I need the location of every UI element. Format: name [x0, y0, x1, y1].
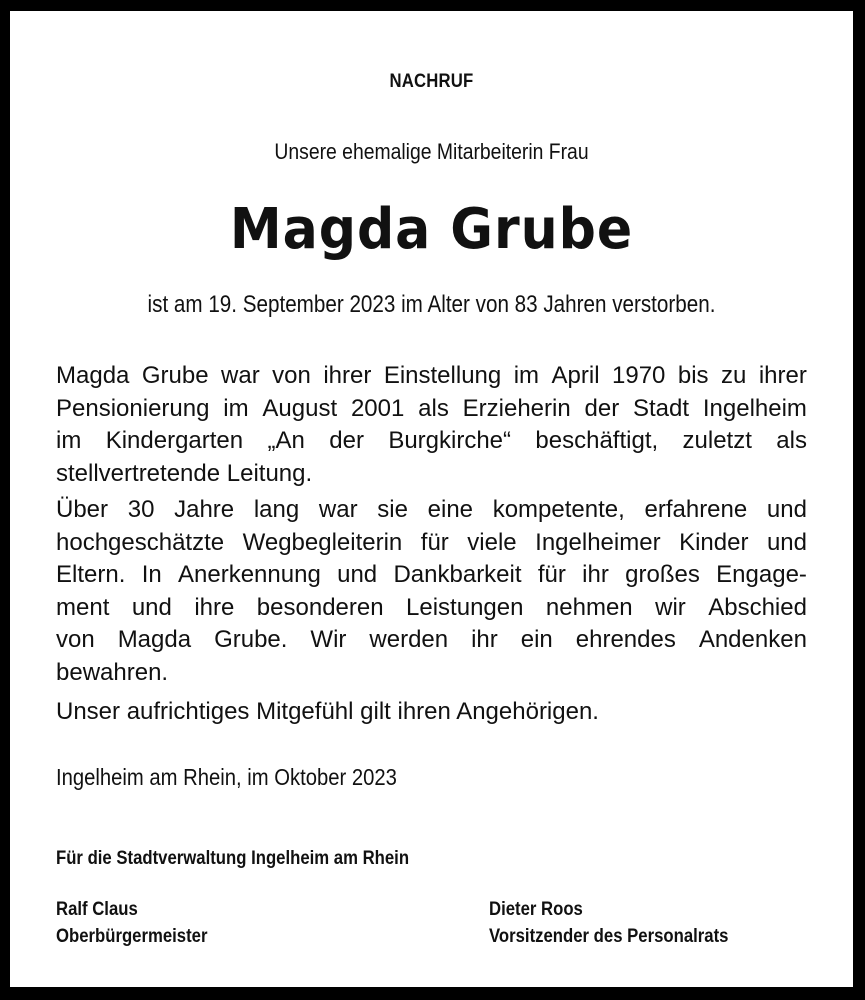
paragraph-line: Magda Grube war von ihrer Einstellung im April 1970 bis zu ihrer	[56, 362, 807, 389]
paragraph-line: bewahren.	[56, 658, 169, 686]
organization: Für die Stadtverwaltung Ingelheim am Rhein	[56, 848, 410, 869]
paragraph-line: von Magda Grube. Wir werden ihr ein ehrendes Andenken	[56, 626, 807, 653]
paragraph-career	[56, 360, 807, 490]
notice-heading: NACHRUF	[389, 71, 474, 92]
obituary-notice	[10, 11, 853, 987]
signatory-name: Ralf Claus	[56, 899, 138, 920]
paragraph-tribute	[56, 494, 807, 689]
paragraph-line: Über 30 Jahre lang war sie eine kompetente, erfahrene und	[56, 496, 807, 523]
signatory-staff-council	[489, 896, 728, 950]
paragraph-condolence	[56, 696, 807, 729]
paragraph-line: im Kindergarten „An der Burgkirche“ beschäftigt, zuletzt als	[56, 427, 807, 454]
paragraph-line: ment und ihre besonderen Leistungen nehmen wir Abschied	[56, 593, 807, 621]
signatory-name: Dieter Roos	[489, 899, 583, 920]
signatory-mayor	[56, 896, 207, 950]
paragraph-line: Pensionierung im August 2001 als Erzieherin der Stadt Ingelheim	[56, 394, 807, 422]
paragraph-line: hochgeschätzte Wegbegleiterin für viele Ingelheimer Kinder und	[56, 528, 807, 556]
signatory-title: Oberbürgermeister	[56, 926, 208, 947]
paragraph-line: Eltern. In Anerkennung und Dankbarkeit für ihr großes Engage-	[56, 561, 807, 588]
death-line: ist am 19. September 2023 im Alter von 83 Jahren verstorben.	[147, 291, 716, 318]
place-date: Ingelheim am Rhein, im Oktober 2023	[56, 764, 397, 790]
paragraph-line: stellvertretende Leitung.	[56, 459, 313, 487]
intro-line: Unsere ehemalige Mitarbeiterin Frau	[274, 139, 589, 164]
signatory-title: Vorsitzender des Personalrats	[489, 926, 729, 947]
deceased-name: Magda Grube	[229, 197, 634, 262]
condolence-text: Unser aufrichtiges Mitgefühl gilt ihren Angehörigen.	[56, 698, 599, 725]
